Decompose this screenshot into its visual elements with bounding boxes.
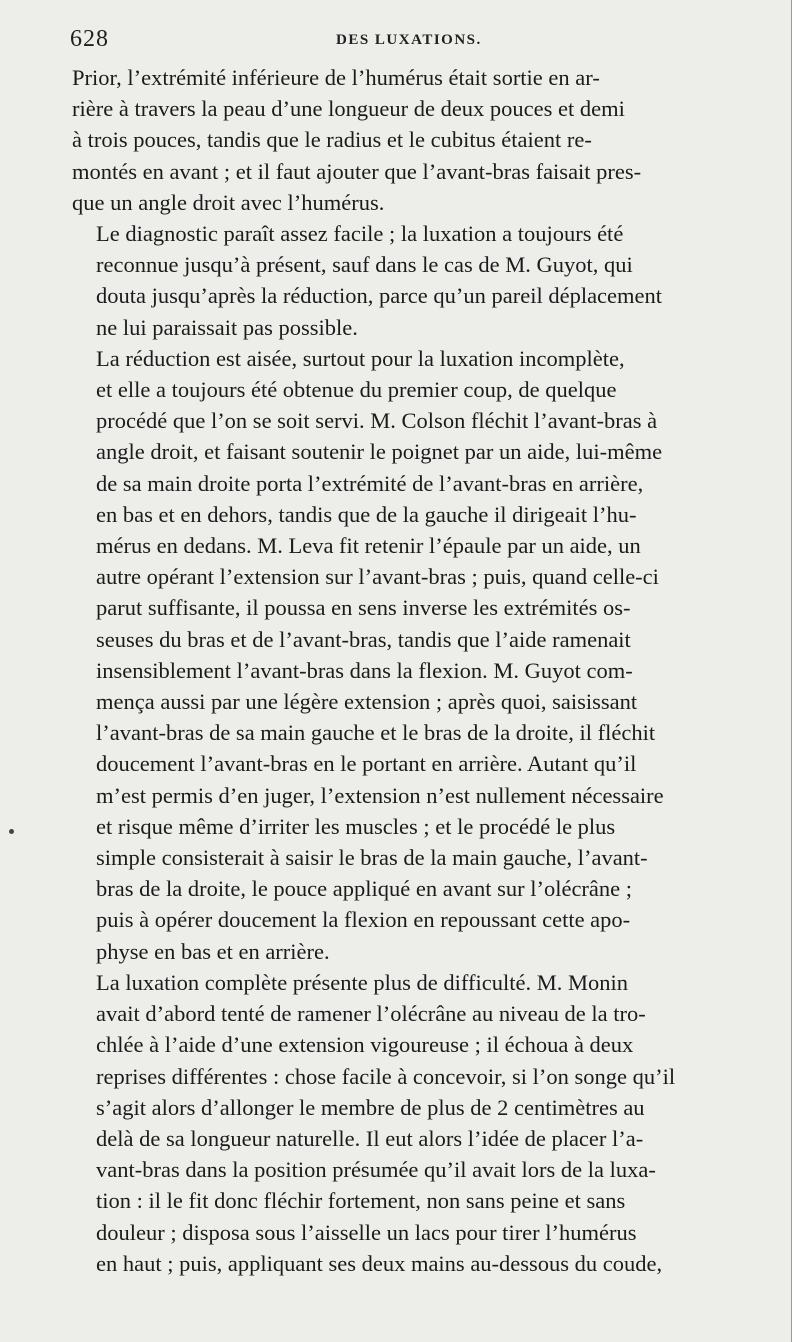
text-line: chlée à l’aide d’une extension vigoureuse ; il échoua à deux (96, 1032, 634, 1058)
text-line: et elle a toujours été obtenue du premier coup, de quelque (96, 377, 617, 403)
page-header (70, 24, 744, 58)
text-line: Le diagnostic paraît assez facile ; la luxation a toujours été (96, 221, 624, 247)
paragraph (72, 967, 742, 1279)
text-line: angle droit, et faisant soutenir le poignet par un aide, lui-même (96, 439, 663, 465)
text-line: montés en avant ; et il faut ajouter que l’avant-bras faisait pres- (72, 158, 642, 184)
page-number: 628 (70, 26, 109, 52)
text-line: autre opérant l’extension sur l’avant-bras ; puis, quand celle-ci (96, 564, 659, 590)
text-line: s’agit alors d’allonger le membre de plus de 2 centimètres au (96, 1094, 645, 1120)
text-line: parut suffisante, il poussa en sens inverse les extrémités os- (96, 595, 631, 621)
text-line: de sa main droite porta l’extrémité de l’avant-bras en arrière, (96, 470, 644, 496)
text-line: que un angle droit avec l’humérus. (72, 189, 385, 215)
text-line: tion : il le fit donc fléchir fortement, non sans peine et sans (96, 1188, 626, 1214)
text-line: reprises différentes : chose facile à concevoir, si l’on songe qu’il (96, 1063, 676, 1089)
text-line: La réduction est aisée, surtout pour la luxation incomplète, (96, 345, 625, 371)
text-line: m’est permis d’en juger, l’extension n’est nullement nécessaire (96, 782, 664, 808)
text-line: Prior, l’extrémité inférieure de l’humérus était sortie en ar- (72, 65, 600, 90)
text-line: seuses du bras et de l’avant-bras, tandis que l’aide ramenait (96, 626, 631, 652)
text-line: vant-bras dans la position présumée qu’il avait lors de la luxa- (96, 1157, 656, 1183)
margin-mark (9, 829, 14, 834)
text-line: doucement l’avant-bras en le portant en arrière. Autant qu’il (96, 751, 637, 777)
text-line: insensiblement l’avant-bras dans la flexion. M. Guyot com- (96, 657, 633, 683)
text-line: en haut ; puis, appliquant ses deux mains au-dessous du coude, (96, 1250, 663, 1276)
paragraph (72, 218, 742, 343)
paragraph (72, 62, 742, 218)
text-line: en bas et en dehors, tandis que de la gauche il dirigeait l’hu- (96, 501, 637, 527)
paragraph (72, 343, 742, 967)
text-line: douleur ; disposa sous l’aisselle un lacs pour tirer l’humérus (96, 1219, 637, 1245)
text-line: mença aussi par une légère extension ; après quoi, saisissant (96, 689, 638, 715)
running-head: DES LUXATIONS. (336, 32, 482, 48)
text-line: douta jusqu’après la réduction, parce qu’un pareil déplacement (96, 283, 663, 309)
text-line: rière à travers la peau d’une longueur de deux pouces et demi (72, 96, 625, 122)
text-line: puis à opérer doucement la flexion en repoussant cette apo- (96, 907, 631, 933)
text-line: à trois pouces, tandis que le radius et le cubitus étaient re- (72, 127, 592, 153)
text-line: mérus en dedans. M. Leva fit retenir l’épaule par un aide, un (96, 533, 641, 559)
text-line: reconnue jusqu’à présent, sauf dans le cas de M. Guyot, qui (96, 252, 633, 278)
text-line: La luxation complète présente plus de difficulté. M. Monin (96, 969, 628, 995)
page-edge (791, 0, 800, 1342)
text-line: simple consisterait à saisir le bras de la main gauche, l’avant- (96, 845, 648, 871)
text-line: delà de sa longueur naturelle. Il eut alors l’idée de placer l’a- (96, 1125, 644, 1151)
text-line: procédé que l’on se soit servi. M. Colson fléchit l’avant-bras à (96, 408, 658, 434)
text-line: et risque même d’irriter les muscles ; et le procédé le plus (96, 813, 616, 839)
text-line: avait d’abord tenté de ramener l’olécrâne au niveau de la tro- (96, 1001, 646, 1027)
text-line: ne lui paraissait pas possible. (96, 314, 358, 340)
body-text (72, 62, 742, 1279)
text-line: l’avant-bras de sa main gauche et le bras de la droite, il fléchit (96, 720, 656, 746)
text-line: physe en bas et en arrière. (96, 938, 330, 964)
text-line: bras de la droite, le pouce appliqué en avant sur l’olécrâne ; (96, 876, 633, 902)
